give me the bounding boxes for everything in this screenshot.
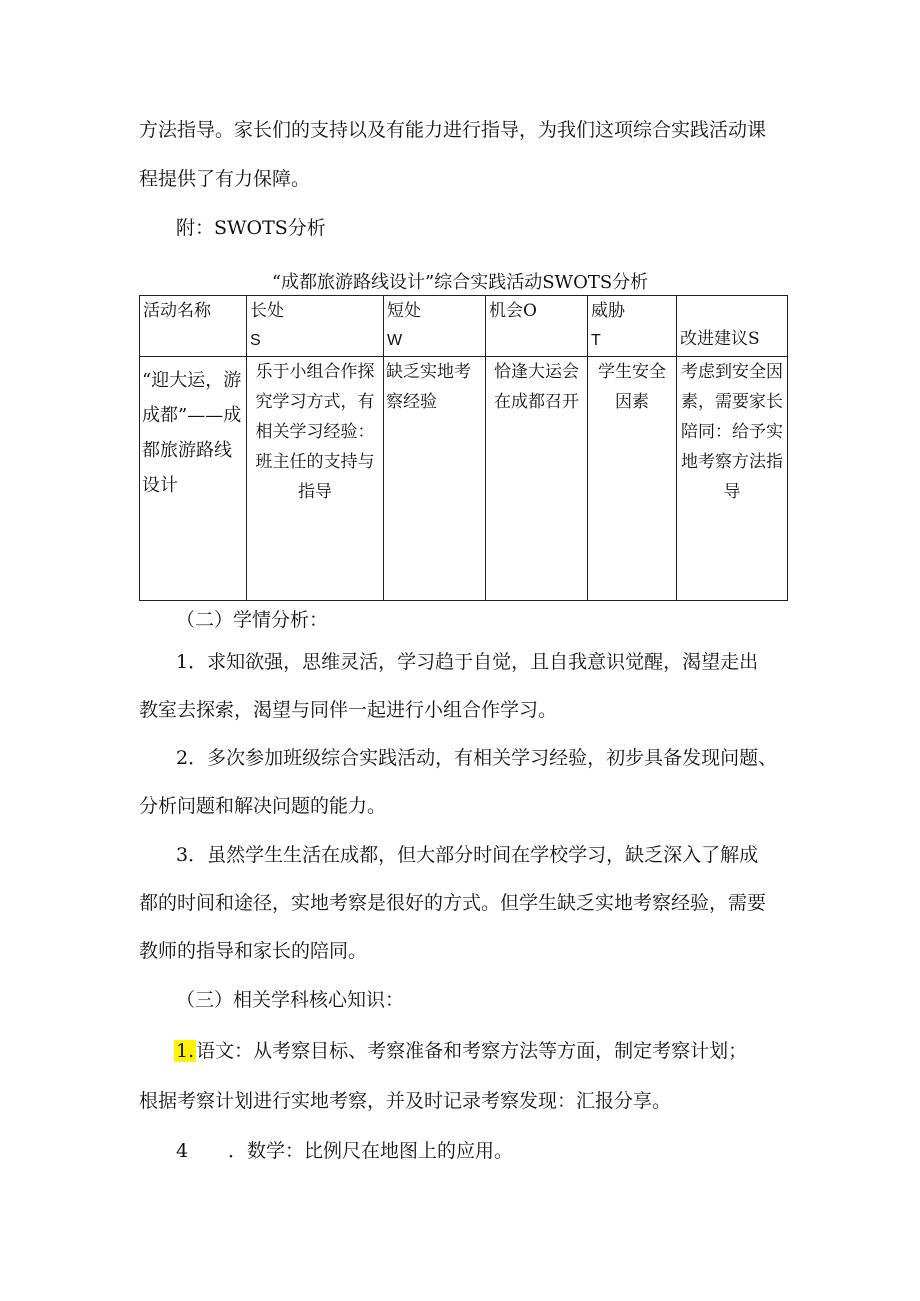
intro-line-1: 方法指导。家长们的支持以及有能力进行指导，为我们这项综合实践活动课	[139, 119, 767, 141]
header-strengths: 长处 S	[247, 296, 384, 357]
section-2-item-2-line-1: 2．多次参加班级综合实践活动，有相关学习经验，初步具备发现问题、	[176, 747, 778, 769]
appendix-label: 附：SWOTS分析	[176, 217, 326, 239]
section-3-item-2: 4 ．数学：比例尺在地图上的应用。	[176, 1140, 514, 1162]
section-2-item-3-line-2: 都的时间和途径，实地考察是很好的方式。但学生缺乏实地考察经验，需要	[139, 892, 767, 914]
section-2-item-1-line-2: 教室去探索，渴望与同伴一起进行小组合作学习。	[139, 699, 558, 721]
cell-suggestions: 考虑到安全因素，需要家长陪同：给予实地考察方法指导	[677, 357, 788, 601]
section-3-heading: （三）相关学科核心知识：	[176, 989, 405, 1011]
highlighted-number: 1.	[176, 1040, 195, 1062]
header-activity-name: 活动名称	[140, 296, 247, 357]
section-2-item-3-line-3: 教师的指导和家长的陪同。	[139, 940, 368, 962]
table-row	[140, 357, 788, 601]
header-suggestions: 改进建议S	[677, 296, 788, 357]
intro-line-2: 程提供了有力保障。	[139, 168, 311, 190]
cell-threats: 学生安全因素	[588, 357, 677, 601]
section-2-item-2-line-2: 分析问题和解决问题的能力。	[139, 795, 387, 817]
section-3-item-1: 1. 语文：从考察目标、考察准备和考察方法等方面，制定考察计划；	[176, 1040, 748, 1062]
table-caption: “成都旅游路线设计”综合实践活动SWOTS分析	[271, 272, 649, 293]
section-2-heading: （二）学情分析：	[176, 609, 329, 631]
section-2-item-3-line-1: 3．虽然学生生活在成都，但大部分时间在学校学习，缺乏深入了解成	[176, 844, 759, 866]
cell-weaknesses: 缺乏实地考察经验	[384, 357, 486, 601]
header-opportunities: 机会O	[486, 296, 588, 357]
swot-table	[139, 295, 788, 601]
header-threats: 威胁 T	[588, 296, 677, 357]
header-weaknesses: 短处 W	[384, 296, 486, 357]
cell-activity: “迎大运，游成都”——成都旅游路线设计	[140, 357, 247, 601]
section-2-item-1-line-1: 1．求知欲强，思维灵活，学习趋于自觉，且自我意识觉醒，渴望走出	[176, 651, 759, 673]
cell-opportunities: 恰逢大运会在成都召开	[486, 357, 588, 601]
cell-strengths: 乐于小组合作探究学习方式，有相关学习经验：班主任的支持与指导	[247, 357, 384, 601]
section-3-item-1-line-2: 根据考察计划进行实地考察，并及时记录考察发现：汇报分享。	[139, 1090, 672, 1112]
table-header-row	[140, 296, 788, 357]
